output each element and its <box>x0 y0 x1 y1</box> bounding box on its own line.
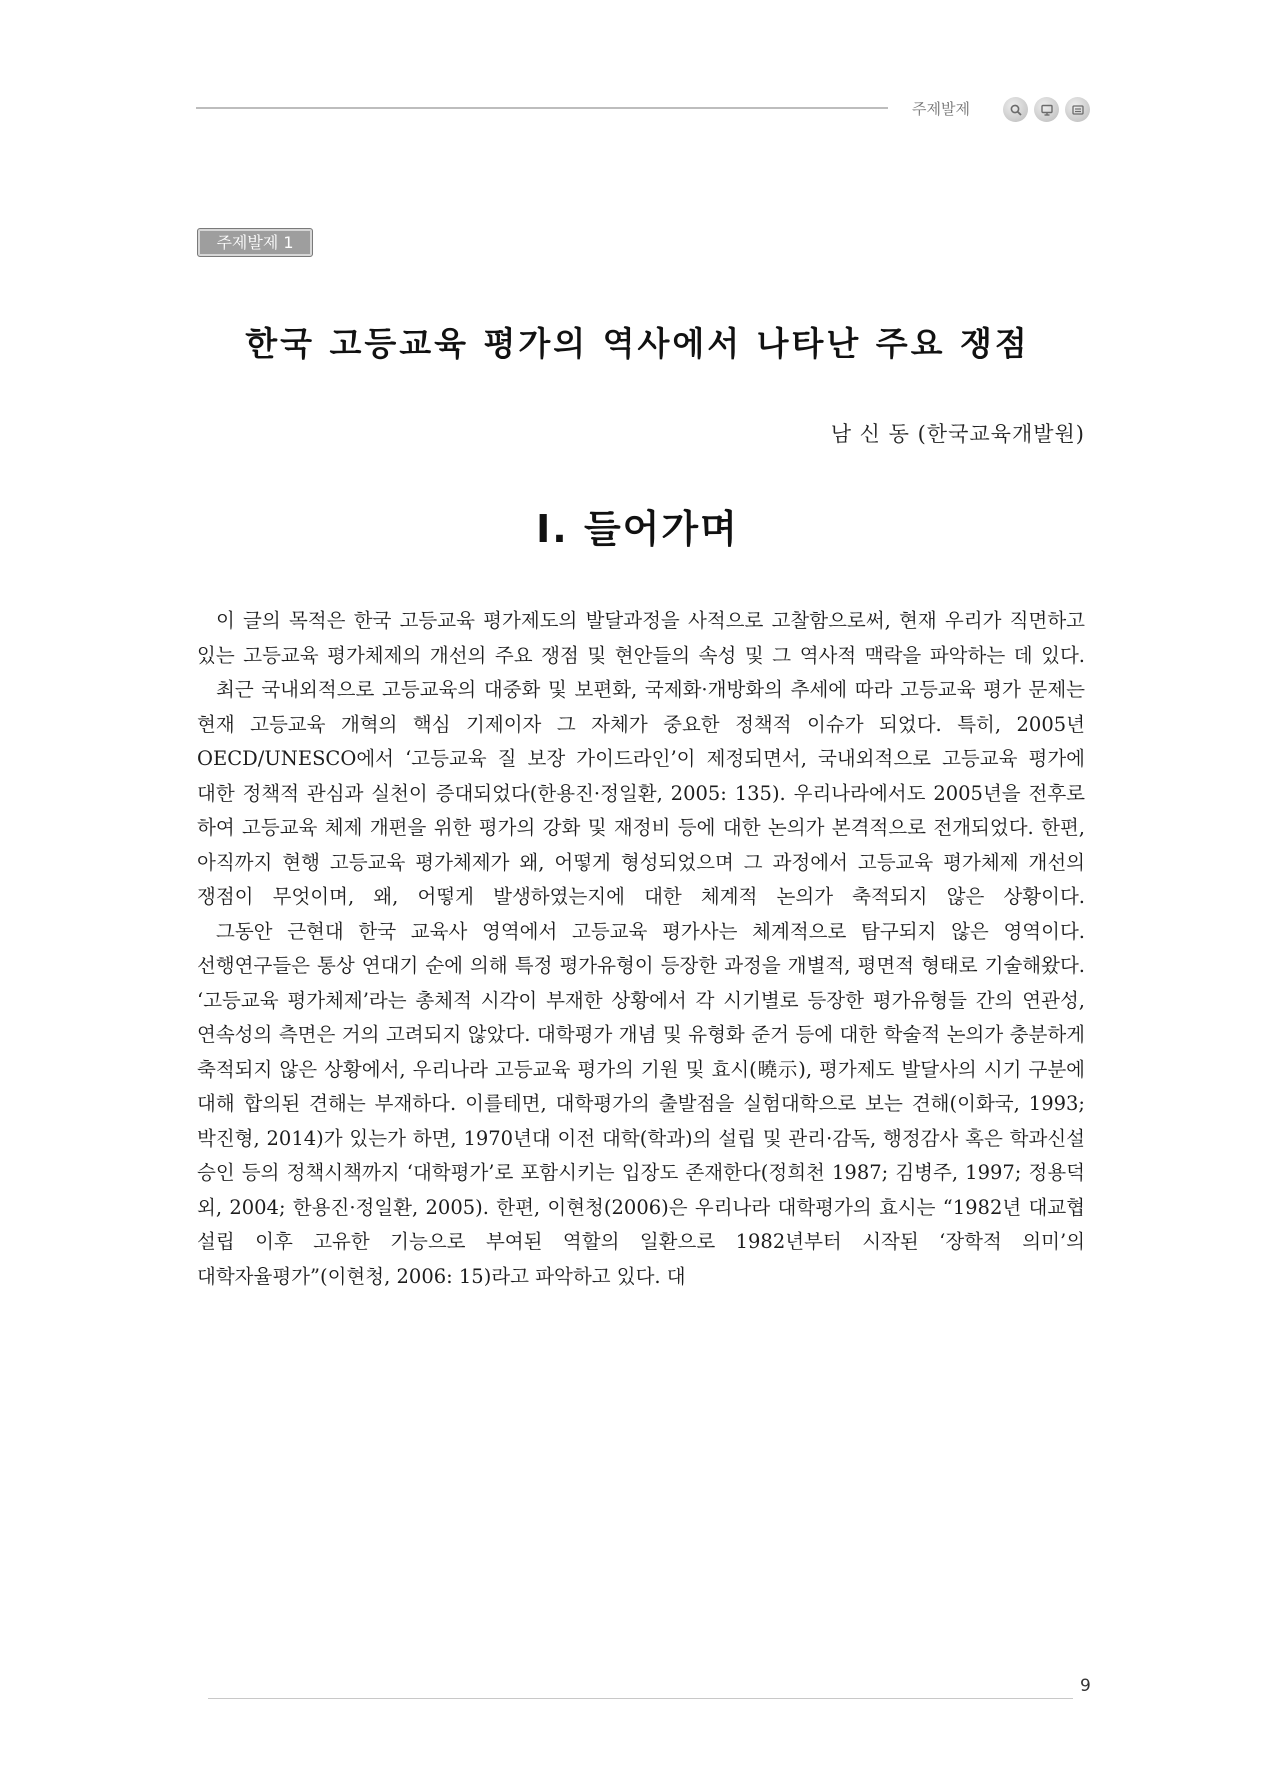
header-rule <box>196 107 888 109</box>
page-title: 한국 고등교육 평가의 역사에서 나타난 주요 쟁점 <box>245 324 1030 363</box>
magnifier-icon <box>1003 97 1028 122</box>
footer-rule <box>208 1698 1073 1699</box>
header-section-label: 주제발제 <box>912 100 970 118</box>
page-number: 9 <box>1080 1676 1091 1696</box>
paragraph: 그동안 근현대 한국 교육사 영역에서 고등교육 평가사는 체계적으로 탐구되지 않은 영역이다. 선행연구들은 통상 연대기 순에 의해 특정 평가유형이 등장한 과정을 개별적, 평면적 형태로 기술해왔다. ‘고등교육 평가체제’라는 총체적 시각이 부재한 상황에서 각 시기별로 등장한 평가유형들 간의 연관성, 연속성의 측면은 거의 고려되지 않았다. 대학평가 개념 및 유형화 준거 등에 대한 학술적 논의가 충분하게 축적되지 않은 상황에서, 우리나라 고등교육 평가의 기원 및 효시(曉示), 평가제도 발달사의 시기 구분에 대해 합의된 견해는 부재하다. 이를테면, 대학평가의 출발점을 실험대학으로 보는 견해(이화국, 1993; 박진형, 2014)가 있는가 하면, 1970년대 이전 대학(학과)의 설립 및 관리·감독, 행정감사 혹은 학과신설 승인 등의 정책시책까지 ‘대학평가’로 포함시키는 입장도 존재한다(정희천 1987; 김병주, 1997; 정용덕 외, 2004; 한용진·정일환, 2005). 한편, 이현청(2006)은 우리나라 대학평가의 효시는 “1982년 대교협 설립 이후 고유한 기능으로 부여된 역할의 일환으로 1982년부터 시작된 ‘장학적 의미’의 대학자율평가”(이현청, 2006: 15)라고 파악하고 있다. 대 <box>197 919 1085 1288</box>
paragraph: 최근 국내외적으로 고등교육의 대중화 및 보편화, 국제화·개방화의 추세에 따라 고등교육 평가 문제는 현재 고등교육 개혁의 핵심 기제이자 그 자체가 중요한 정책적 이슈가 되었다. 특히, 2005년 OECD/UNESCO에서 ‘고등교육 질 보장 가이드라인’이 제정되면서, 국내외적으로 고등교육 평가에 대한 정책적 관심과 실천이 증대되었다(한용진·정일환, 2005: 135). 우리나라에서도 2005년을 전후로 하여 고등교육 체제 개편을 위한 평가의 강화 및 재정비 등에 대한 논의가 본격적으로 전개되었다. 한편, 아직까지 현행 고등교육 평가체제가 왜, 어떻게 형성되었으며 그 과정에서 고등교육 평가체제 개선의 쟁점이 무엇이며, 왜, 어떻게 발생하였는지에 대한 체계적 논의가 축적되지 않은 상황이다. <box>197 678 1085 908</box>
monitor-icon <box>1034 97 1059 122</box>
header-icons <box>1003 97 1090 122</box>
list-icon <box>1065 97 1090 122</box>
section-tag: 주제발제 1 <box>197 228 313 257</box>
chapter-heading: Ⅰ. 들어가며 <box>536 507 739 551</box>
paragraph: 이 글의 목적은 한국 고등교육 평가제도의 발달과정을 사적으로 고찰함으로써, 현재 우리가 직면하고 있는 고등교육 평가체제의 개선의 주요 쟁점 및 현안들의 속성 및 그 역사적 맥락을 파악하는 데 있다. <box>197 609 1085 667</box>
body-text <box>197 604 1085 1294</box>
author-line: 남 신 동 (한국교육개발원) <box>830 422 1085 446</box>
